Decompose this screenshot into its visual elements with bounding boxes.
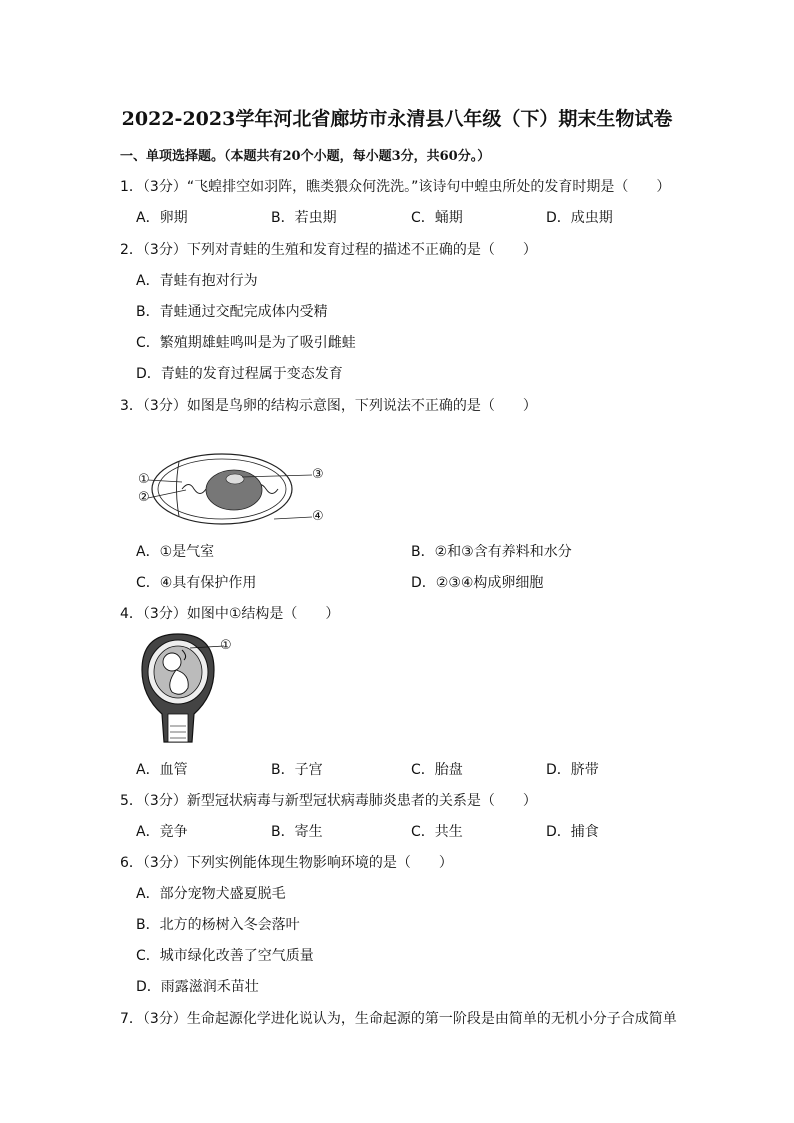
q1-option-a: A．卵期 — [136, 210, 188, 226]
egg-label-1: ① — [138, 472, 150, 487]
q5-option-c: C．共生 — [411, 824, 463, 840]
q3-option-c: C．④具有保护作用 — [136, 575, 257, 591]
q1-option-b: B．若虫期 — [271, 210, 337, 226]
egg-label-3: ③ — [312, 467, 324, 482]
q4-option-a: A．血管 — [136, 762, 188, 778]
q2-option-c: C．繁殖期雄蛙鸣叫是为了吸引雌蛙 — [136, 335, 356, 351]
q5-option-d: D．捕食 — [546, 824, 599, 840]
q3-option-a: A．①是气室 — [136, 544, 215, 560]
q6-option-a: A．部分宠物犬盛夏脱毛 — [136, 886, 286, 902]
question-3-stem: 3．（3分）如图是鸟卵的结构示意图，下列说法不正确的是（ ） — [120, 398, 537, 414]
question-4-stem: 4．（3分）如图中①结构是（ ） — [120, 606, 340, 622]
fetus-label-1: ① — [220, 638, 232, 653]
page-title: 2022-2023学年河北省廊坊市永清县八年级（下）期末生物试卷 — [121, 108, 673, 130]
question-7-stem: 7．（3分）生命起源化学进化说认为，生命起源的第一阶段是由简单的无机小分子合成简单 — [120, 1011, 677, 1027]
q2-option-a: A．青蛙有抱对行为 — [136, 273, 258, 289]
egg-label-4: ④ — [312, 509, 324, 524]
q1-option-c: C．蛹期 — [411, 210, 463, 226]
section-heading: 一、单项选择题。（本题共有20个小题，每小题3分，共60分。） — [120, 149, 491, 164]
q2-option-b: B．青蛙通过交配完成体内受精 — [136, 304, 328, 320]
q1-option-d: D．成虫期 — [546, 210, 613, 226]
question-1-stem: 1．（3分）“飞蝗排空如羽阵，瞧类猥众何洗洗。”该诗句中蝗虫所处的发育时期是（ ） — [120, 179, 671, 195]
q3-option-d: D．②③④构成卵细胞 — [411, 575, 544, 591]
q4-option-d: D．脐带 — [546, 762, 599, 778]
question-5-stem: 5．（3分）新型冠状病毒与新型冠状病毒肺炎患者的关系是（ ） — [120, 793, 537, 809]
q5-option-a: A．竞争 — [136, 824, 188, 840]
q4-option-b: B．子宫 — [271, 762, 323, 778]
question-2-stem: 2．（3分）下列对青蛙的生殖和发育过程的描述不正确的是（ ） — [120, 242, 537, 258]
q4-option-c: C．胎盘 — [411, 762, 463, 778]
bird-egg-diagram — [134, 452, 334, 530]
q6-option-c: C．城市绿化改善了空气质量 — [136, 948, 314, 964]
q3-option-b: B．②和③含有养料和水分 — [411, 544, 572, 560]
q6-option-b: B．北方的杨树入冬会落叶 — [136, 917, 300, 933]
q6-option-d: D．雨露滋润禾苗壮 — [136, 979, 259, 995]
q5-option-b: B．寄生 — [271, 824, 323, 840]
question-6-stem: 6．（3分）下列实例能体现生物影响环境的是（ ） — [120, 855, 453, 871]
q2-option-d: D．青蛙的发育过程属于变态发育 — [136, 366, 343, 382]
egg-label-2: ② — [138, 490, 150, 505]
